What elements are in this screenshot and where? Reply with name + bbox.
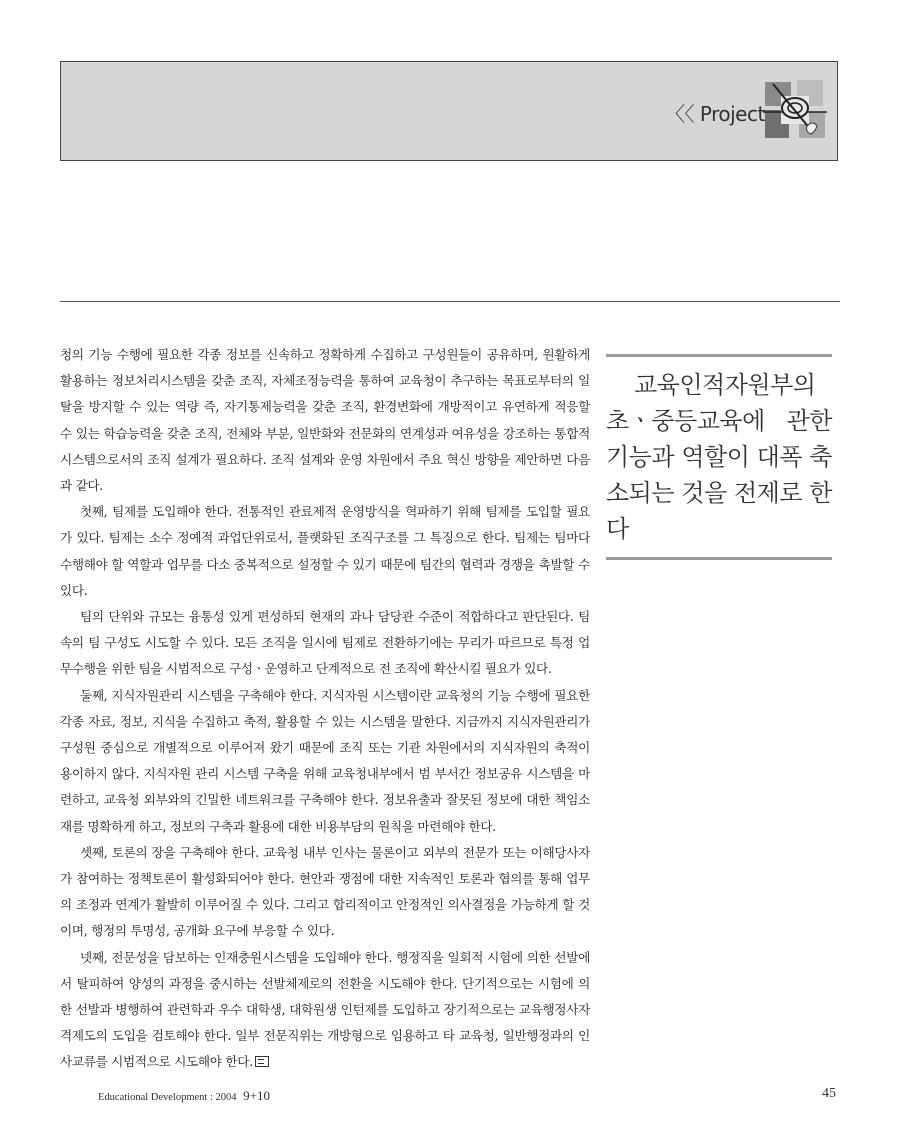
page-number: 45 [822,1086,836,1101]
end-of-article-icon [255,1056,269,1067]
paragraph-4: 둘째, 지식자원관리 시스템을 구축해야 한다. 지식자원 시스템이란 교육청의 기능 수행에 필요한 각종 자료, 정보, 지식을 수집하고 축적, 활용할 수 있는 시스템을 말한다. 지금까지 지식자원관리가 구성원 중심으로 개별적으로 이루어져 왔기 때문에 조직 또는 기관 차원에서의 지식자원의 축적이 용이하지 않다. 지식자원 관리 시스템 구축을 위해 교육청내부에서 범 부서간 정보공유 시스템을 마련하고, 교육청 외부와의 긴밀한 네트워크를 구축해야 한다. 정보유출과 잘못된 정보에 대한 책임소재를 명확하게 하고, 정보의 구축과 활용에 대한 비용부담의 원칙을 마련해야 한다. [60,687,590,834]
pull-quote [606,354,832,560]
paragraph-5: 셋째, 토론의 장을 구축해야 한다. 교육청 내부 인사는 물론이고 외부의 전문가 또는 이해당사자가 참여하는 정책토론이 활성화되어야 한다. 현안과 쟁점에 대한 지속적인 토론과 협의를 통해 업무의 조정과 연계가 활발히 이루어질 수 있다. 그리고 합리적이고 안정적인 의사결정을 가능하게 할 것이며, 행정의 투명성, 공개화 요구에 부응할 수 있다. [60,844,590,939]
paragraph-2: 첫째, 팀제를 도입해야 한다. 전통적인 관료제적 운영방식을 혁파하기 위해 팀제를 도입할 필요가 있다. 팀제는 소수 정예적 과업단위로서, 플랫화된 조직구조를 그 특징으로 한다. 팀제는 팀마다 수행해야 할 역할과 업무를 다소 중복적으로 설정할 수 있기 때문에 팀간의 협력과 경쟁을 촉발할 수 있다. [60,504,590,598]
paragraph-1: 청의 기능 수행에 필요한 각종 정보를 신속하고 정확하게 수집하고 구성원들이 공유하며, 원활하게 활용하는 정보처리시스템을 갖춘 조직, 자체조정능력을 통하여 교육청이 추구하는 목표로부터의 일탈을 방지할 수 있는 역량 즉, 자기통제능력을 갖춘 조직, 환경변화에 개방적이고 유연하게 적응할 수 있는 학습능력을 갖춘 조직, 전체와 부분, 일반화와 전문화의 연계성과 여유성을 강조하는 통합적 시스템으로서의 조직 설계가 필요하다. 조직 설계와 운영 차원에서 주요 혁신 방향을 제안하면 다음과 같다. [60,347,590,494]
paragraph-6 [60,945,590,1076]
footer-publication [98,1088,270,1104]
pull-quote-text: 교육인적자원부의 초ㆍ중등교육에 관한 기능과 역할이 대폭 축소되는 것을 전제로 한다 [606,371,832,543]
header-banner [60,61,838,161]
article-body [60,342,590,1076]
issue-number: 9+10 [243,1088,270,1103]
horizontal-divider [60,301,840,302]
publication-name: Educational Development : 2004 [98,1092,237,1103]
section-label: 〈〈 Project [665,102,765,126]
paragraph-3: 팀의 단위와 규모는 융통성 있게 편성하되 현재의 과나 담당관 수준이 적합하다고 판단된다. 팀 속의 팀 구성도 시도할 수 있다. 모든 조직을 일시에 팀제로 전환하기에는 무리가 따르므로 특정 업무수행을 위한 팀을 시범적으로 구성ㆍ운영하고 단계적으로 전 조직에 확산시킬 필요가 있다. [60,609,590,677]
project-emblem-icon [763,78,827,142]
paragraph-6-text: 넷째, 전문성을 담보하는 인재충원시스템을 도입해야 한다. 행정직을 일회적 시험에 의한 선발에서 탈피하여 양성의 과정을 중시하는 선발체제로의 전환을 시도해야 한다. 단기적으로는 시험에 의한 선발과 병행하여 관련학과 우수 대학생, 대학원생 인턴제를 도입하고 장기적으로는 교육행정사자격제도의 도입을 검토해야 한다. 일부 전문직위는 개방형으로 임용하고 타 교육청, 일반행정과의 인사교류를 시범적으로 시도해야 한다. [60,949,590,1070]
